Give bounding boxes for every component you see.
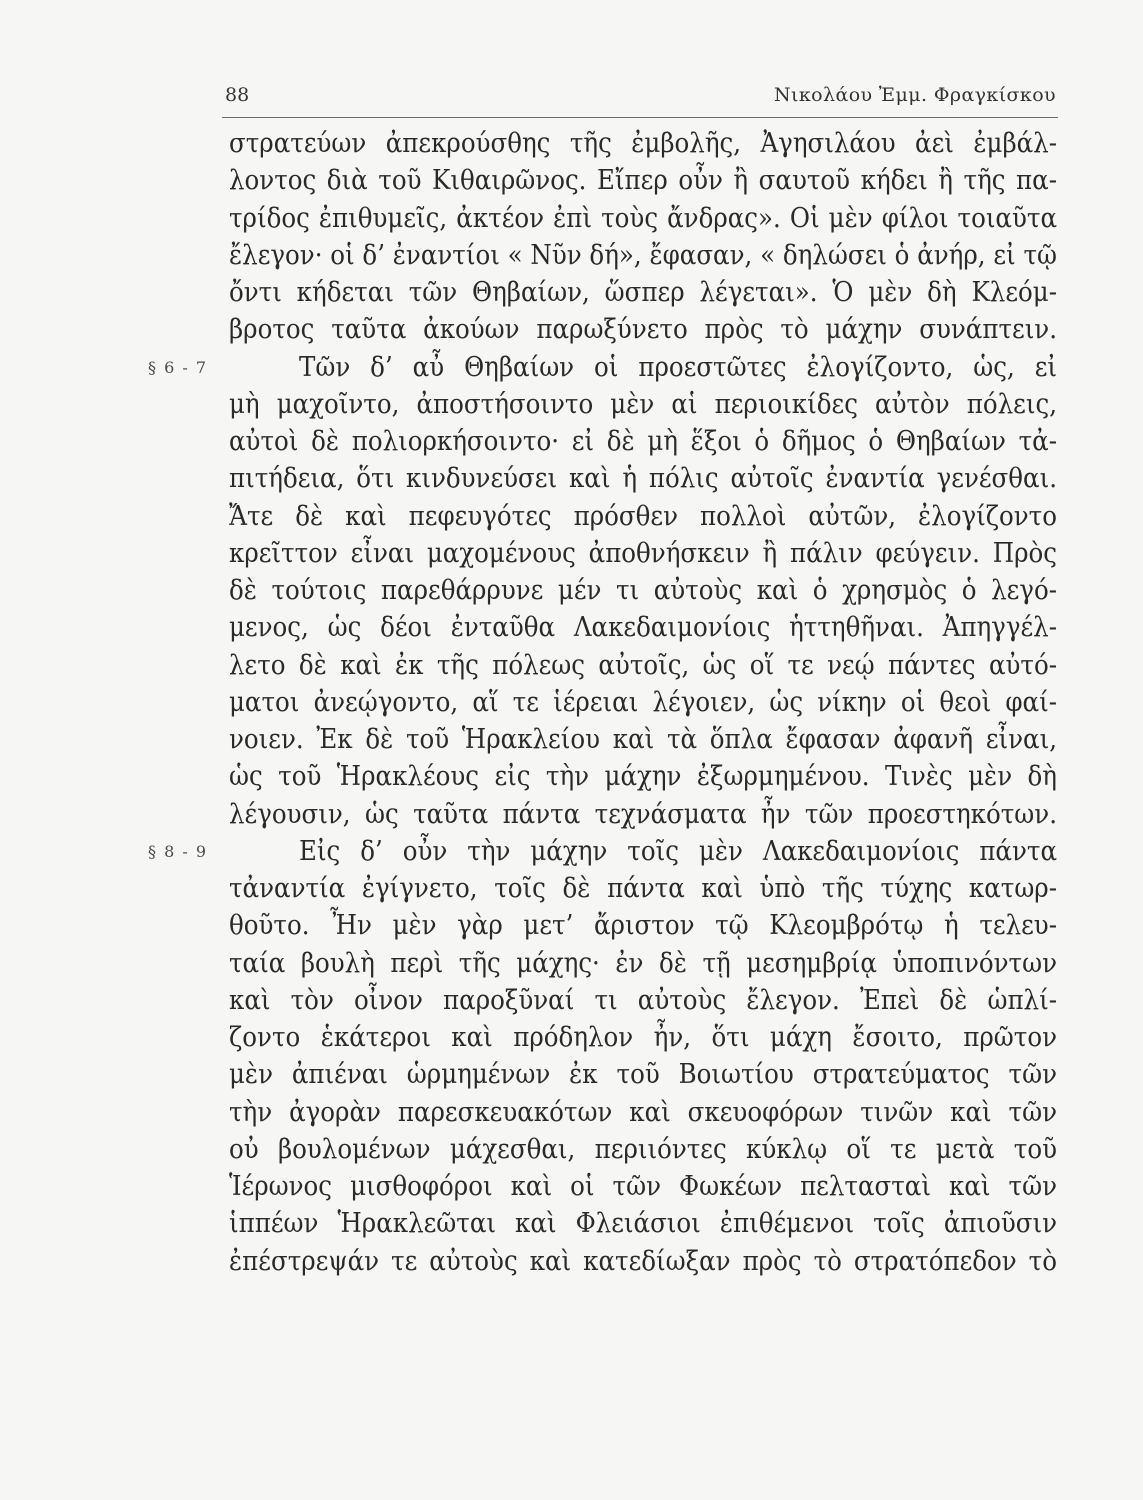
margin-note: § 8 - 9 [148,841,208,861]
text-line [229,982,1057,1019]
text-line [229,684,1057,721]
line-text: θοῦτο. Ἦν μὲν γὰρ μετ’ ἄριστον τῷ Κλεομβρότῳ ἡ τελευ- [229,910,1057,942]
text-line [148,833,1057,870]
line-text: μὴ μαχοῖντο, ἀποστήσοιντο μὲν αἱ περιοικίδες αὐτὸν πόλεις, [229,388,1057,420]
text-line [229,758,1057,795]
text-line [229,721,1057,758]
text-line [229,1094,1057,1131]
line-text: αὐτοὶ δὲ πολιορκήσοιντο· εἰ δὲ μὴ ἕξοι ὁ δῆμος ὁ Θηβαίων τἀ- [229,426,1057,457]
text-line [229,162,1057,199]
text-line [229,1056,1057,1093]
text-line [148,349,1057,386]
line-text: τἀναντία ἐγίγνετο, τοῖς δὲ πάντα καὶ ὑπὸ τῆς τύχης κατωρ- [229,873,1057,904]
text-line [229,1243,1057,1280]
line-text: τὴν ἀγορὰν παρεσκευακότων καὶ σκευοφόρων τινῶν καὶ τῶν [229,1096,1057,1128]
text-line [229,647,1057,684]
line-text: δὲ τούτοις παρεθάρρυνε μέν τι αὐτοὺς καὶ ὁ χρησμὸς ὁ λεγό- [229,575,1057,606]
text-line [229,1131,1057,1168]
line-text: πιτήδεια, ὅτι κινδυνεύσει καὶ ἡ πόλις αὐτοῖς ἐναντία γενέσθαι. [229,463,1057,495]
running-head: Νικολάου Ἐμμ. Φραγκίσκου [774,84,1056,106]
line-text: οὐ βουλομένων μάχεσθαι, περιιόντες κύκλῳ οἵ τε μετὰ τοῦ [229,1133,1057,1165]
text-line [229,907,1057,944]
line-text: μὲν ἀπιέναι ὡρμημένων ἐκ τοῦ Βοιωτίου στρατεύματος τῶν [229,1059,1057,1091]
text-line [229,200,1057,237]
body-text [148,125,1057,1280]
line-text: ὡς τοῦ Ἡρακλέους εἰς τὴν μάχην ἐξωρμημένου. Τινὲς μὲν δὴ [229,761,1057,793]
line-text: κρεῖττον εἶναι μαχομένους ἀποθνήσκειν ἢ πάλιν φεύγειν. Πρὸς [229,537,1057,569]
line-text: βροτος ταῦτα ἀκούων παρωξύνετο πρὸς τὸ μάχην συνάπτειν. [229,314,1057,346]
header-rule [222,117,1058,118]
text-line [229,572,1057,609]
line-text: ἔλεγον· οἱ δ’ ἐναντίοι « Νῦν δή», ἔφασαν, « δηλώσει ὁ ἀνήρ, εἰ τῷ [229,239,1057,271]
line-text: λέγουσιν, ὡς ταῦτα πάντα τεχνάσματα ἦν τῶν προεστηκότων. [229,798,1057,830]
page-number: 88 [225,84,250,106]
line-text: λετο δὲ καὶ ἐκ τῆς πόλεως αὐτοῖς, ὡς οἵ τε νεῴ πάντες αὐτό- [229,649,1057,681]
text-line [229,609,1057,646]
text-line [229,945,1057,982]
line-text: στρατεύων ἀπεκρούσθης τῆς ἐμβολῆς, Ἀγησιλάου ἀεὶ ἐμβάλ- [229,128,1057,159]
line-text: ἱππέων Ἡρακλεῶται καὶ Φλειάσιοι ἐπιθέμενοι τοῖς ἀπιοῦσιν [229,1208,1057,1240]
text-line [229,796,1057,833]
line-text: ἐπέστρεψάν τε αὐτοὺς καὶ κατεδίωξαν πρὸς τὸ στρατόπεδον τὸ [229,1245,1057,1277]
text-line [229,870,1057,907]
text-line [229,386,1057,423]
line-text: Τῶν δ’ αὖ Θηβαίων οἱ προεστῶτες ἐλογίζοντο, ὡς, εἰ [299,351,1057,383]
text-line [229,237,1057,274]
line-text: ταία βουλὴ περὶ τῆς μάχης· ἐν δὲ τῇ μεσημβρίᾳ ὑποπινόντων [229,947,1057,979]
text-line [229,498,1057,535]
line-text: Εἰς δ’ οὖν τὴν μάχην τοῖς μὲν Λακεδαιμονίοις πάντα [299,835,1057,867]
text-line [229,1019,1057,1056]
line-text: καὶ τὸν οἶνον παροξῦναί τι αὐτοὺς ἔλεγον. Ἐπεὶ δὲ ὡπλί- [229,984,1057,1016]
line-text: ὄντι κήδεται τῶν Θηβαίων, ὥσπερ λέγεται». Ὁ μὲν δὴ Κλεόμ- [229,277,1057,308]
line-text: Ἄτε δὲ καὶ πεφευγότες πρόσθεν πολλοὶ αὐτῶν, ἐλογίζοντο [229,500,1057,532]
line-text: τρίδος ἐπιθυμεῖς, ἀκτέον ἐπὶ τοὺς ἄνδρας». Οἱ μὲν φίλοι τοιαῦτα [229,202,1057,234]
line-text: μενος, ὡς δέοι ἐνταῦθα Λακεδαιμονίοις ἡττηθῆναι. Ἀπηγγέλ- [229,612,1057,644]
line-text: Ἱέρωνος μισθοφόροι καὶ οἱ τῶν Φωκέων πελτασταὶ καὶ τῶν [229,1171,1057,1202]
text-line [229,535,1057,572]
text-line [229,460,1057,497]
text-line [229,274,1057,311]
margin-note: § 6 - 7 [148,357,208,377]
text-line [229,423,1057,460]
text-line [229,1205,1057,1242]
text-line [229,1168,1057,1205]
line-text: λοντος διὰ τοῦ Κιθαιρῶνος. Εἴπερ οὖν ἢ σαυτοῦ κήδει ἢ τῆς πα- [229,165,1057,197]
text-line [229,125,1057,162]
page-header [225,80,1056,110]
line-text: ματοι ἀνεῴγοντο, αἵ τε ἱέρειαι λέγοιεν, ὡς νίκην οἱ θεοὶ φαί- [229,686,1057,718]
line-text: νοιεν. Ἐκ δὲ τοῦ Ἡρακλείου καὶ τὰ ὅπλα ἔφασαν ἀφανῆ εἶναι, [229,724,1057,755]
line-text: ζοντο ἑκάτεροι καὶ πρόδηλον ἦν, ὅτι μάχη ἔσοιτο, πρῶτον [229,1022,1057,1053]
text-line [229,311,1057,348]
